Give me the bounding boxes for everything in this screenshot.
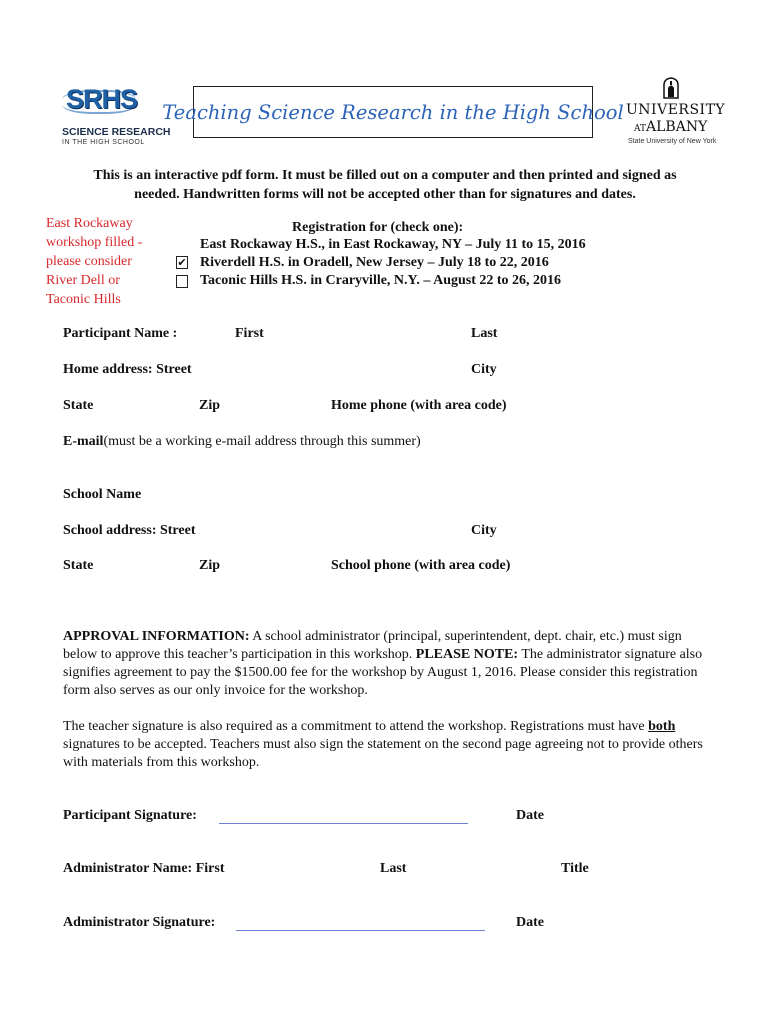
option-label: Taconic Hills H.S. in Craryville, N.Y. – August 22 to 26, 2016 [200, 273, 562, 288]
home-phone-label: Home phone (with area code) [331, 398, 507, 413]
page-title: Teaching Science Research in the High School [162, 100, 624, 124]
last-name-label: Last [471, 326, 498, 341]
email-row [63, 434, 421, 450]
admin-last-name-label: Last [380, 861, 407, 876]
workshop-filled-note [46, 214, 166, 309]
home-zip-label: Zip [199, 398, 221, 413]
approval-text-1: A school administrator (principal, superintendent, dept. chair, etc.) must sign below to approve this teacher’s participation in this workshop. [63, 629, 682, 662]
registration-title: Registration for (check one): [292, 220, 464, 235]
srhs-logo-line1: SCIENCE RESEARCH [62, 126, 171, 138]
admin-signature-label: Administrator Signature: [63, 915, 216, 930]
ualbany-at-albany: ATALBANY [634, 119, 708, 135]
approval-heading: APPROVAL INFORMATION: [63, 629, 250, 644]
ualbany-logo [626, 77, 726, 149]
first-name-label: First [235, 326, 264, 341]
check-icon: ✔ [177, 256, 187, 269]
school-zip-label: Zip [199, 558, 221, 573]
participant-date-label: Date [516, 808, 544, 823]
srhs-logo-line2: IN THE HIGH SCHOOL [62, 139, 145, 146]
commitment-text [63, 718, 713, 772]
home-state-label: State [63, 398, 94, 413]
registration-option-riverdell [200, 255, 549, 271]
note-line: please consider [46, 254, 132, 269]
approval-text-2: The administrator signature also signifies agreement to pay the $1500.00 fee for the workshop by August 1, 2016. Please consider this registration form also serves as our only invoice for the workshop. [63, 647, 703, 698]
participant-name-label: Participant Name : [63, 326, 178, 341]
note-line: East Rockaway [46, 216, 133, 231]
intro-line-2: needed. Handwritten forms will not be accepted other than for signatures and dates. [134, 187, 636, 202]
note-line: River Dell or [46, 273, 120, 288]
email-label: E-mail [63, 434, 104, 449]
registration-option-taconic-hills [200, 273, 561, 289]
srhs-logo-mark: SRHS [66, 84, 138, 114]
admin-signature-line[interactable] [236, 930, 485, 931]
checkbox-taconic-hills[interactable] [176, 275, 188, 288]
note-line: Taconic Hills [46, 292, 121, 307]
school-phone-label: School phone (with area code) [331, 558, 511, 573]
participant-signature-label: Participant Signature: [63, 808, 197, 823]
school-state-label: State [63, 558, 94, 573]
admin-title-label: Title [561, 861, 589, 876]
commitment-text-2: signatures to be accepted. Teachers must also sign the statement on the second page agreeing not to provide others with materials from this workshop. [63, 737, 703, 770]
intro-text [40, 166, 730, 204]
ualbany-seal-icon [662, 77, 680, 99]
email-note: (must be a working e-mail address through this summer) [103, 434, 421, 449]
option-label: East Rockaway H.S., in East Rockaway, NY – July 11 to 15, 2016 [200, 237, 586, 252]
school-city-label: City [471, 523, 497, 538]
title-box [162, 86, 624, 138]
approval-information [63, 628, 713, 700]
school-name-label: School Name [63, 487, 142, 502]
option-label: Riverdell H.S. in Oradell, New Jersey – July 18 to 22, 2016 [200, 255, 549, 270]
admin-first-name-label: Administrator Name: First [63, 861, 225, 876]
commitment-text-1: The teacher signature is also required as a commitment to attend the workshop. Registrations must have [63, 719, 649, 734]
note-line: workshop filled - [46, 235, 143, 250]
ualbany-university: UNIVERSITY [626, 102, 726, 118]
admin-date-label: Date [516, 915, 544, 930]
srhs-logo [62, 84, 171, 146]
ualbany-sub: State University of New York [628, 138, 717, 145]
checkbox-riverdell[interactable] [176, 256, 188, 269]
intro-line-1: This is an interactive pdf form. It must be filled out on a computer and then printed and signed as [93, 168, 677, 183]
home-address-label: Home address: Street [63, 362, 192, 377]
school-address-label: School address: Street [63, 523, 196, 538]
registration-option-east-rockaway [200, 237, 586, 253]
participant-signature-line[interactable] [219, 823, 468, 824]
both-emphasis: both [648, 719, 676, 734]
home-city-label: City [471, 362, 497, 377]
please-note-label: PLEASE NOTE: [415, 647, 519, 662]
